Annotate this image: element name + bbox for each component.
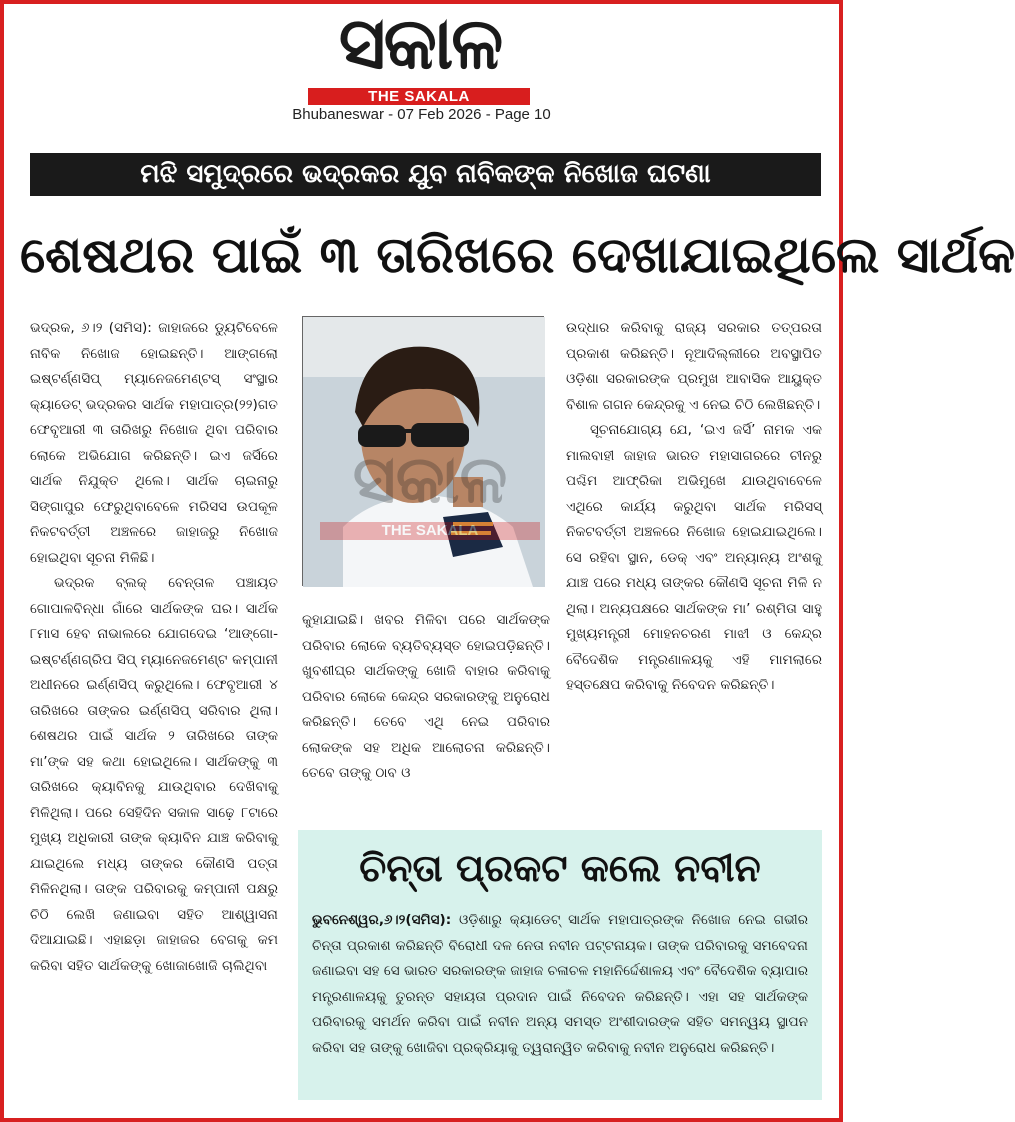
sidebar-story-text: ଓଡ଼ିଶାରୁ କ୍ୟାଡେଟ୍ ସାର୍ଥକ ମହାପାତ୍ରଙ୍କ ନିଖୋଜ ନେଇ ଗଭୀର ଚିନ୍ତା ପ୍ରକାଶ କରିଛନ୍ତି ବିରୋଧୀ ଦଳ ନେତା ନବୀନ ପଟ୍ଟନାୟକ। ତାଙ୍କ ପରିବାରକୁ ସମବେଦନା ଜଣାଇବା ସହ ସେ ଭାରତ ସରକାରଙ୍କ ଜାହାଜ ଚଳାଚଳ ମହାନିର୍ଦ୍ଦେଶାଳୟ ଏବଂ ବୈଦେଶିକ ବ୍ୟାପାର ମନ୍ତ୍ରଣାଳୟକୁ ତୁରନ୍ତ ସହାୟତା ପ୍ରଦାନ ପାଇଁ ନିବେଦନ କରିଛନ୍ତି। ଏହା ସହ ସାର୍ଥକଙ୍କ ପରିବାରକୁ ସମର୍ଥନ କରିବା ପାଇଁ ନବୀନ ଅନ୍ୟ ସମସ୍ତ ଅଂଶୀଦାରଙ୍କ ସହିତ ସମନ୍ୱୟ ସ୍ଥାପନ କରିବା ସହ ତାଙ୍କୁ ଖୋଜିବା ପ୍ରକ୍ରିୟାକୁ ତ୍ୱରାନ୍ୱିତ କରିବାକୁ ନବୀନ ଅନୁରୋଧ କରିଛନ୍ତି। (312, 912, 808, 1056)
sidebar-story-dateline: ଭୁବନେଶ୍ୱର,୬।୨(ସମିସ): (312, 912, 452, 928)
watermark-band: THE SAKALA (320, 522, 540, 540)
paragraph: ସୂଚନାଯୋଗ୍ୟ ଯେ, ‘ଇଏ ଜର୍ସି’ ନାମକ ଏକ ମାଲବାହୀ ଜାହାଜ ଭାରତ ମହାସାଗରରେ ଚୀନରୁ ପଶ୍ଚିମ ଆଫ୍ରିକା ଅଭିମୁଖେ ଯାଉଥିବାବେଳେ ଏଥିରେ କାର୍ଯ୍ୟ କରୁଥିବା ସାର୍ଥକ ମରିସସ୍ ନିକଟବର୍ତ୍ତୀ ଅଞ୍ଚଳରେ ନିଖୋଜ ହୋଇଯାଇଥିଲେ। ସେ ରହିବା ସ୍ଥାନ, ଡେକ୍ ଏବଂ ଅନ୍ୟାନ୍ୟ ଅଂଶକୁ ଯାଞ୍ଚ ପରେ ମଧ୍ୟ ତାଙ୍କର କୌଣସି ସୂଚନା ମିଳି ନ ଥିଲା। ଅନ୍ୟପକ୍ଷରେ ସାର୍ଥକଙ୍କ ମା’ ରଶ୍ମିତା ସାହୁ ମୁଖ୍ୟମନ୍ତ୍ରୀ ମୋହନଚରଣ ମାଝୀ ଓ କେନ୍ଦ୍ର ବୈଦେଶିକ ମନ୍ତ୍ରଣାଳୟକୁ ଏହି ମାମଲାରେ ହସ୍ତକ୍ଷେପ କରିବାକୁ ନିବେଦନ କରିଛନ୍ତି। (566, 422, 822, 693)
newspaper-logo: ସକାଳ (338, 1, 502, 85)
paragraph: କୁହାଯାଇଛି। ଖବର ମିଳିବା ପରେ ସାର୍ଥକଙ୍କ ପରିବାର ଲୋକେ ବ୍ୟତିବ୍ୟସ୍ତ ହୋଇପଡ଼ିଛନ୍ତି। ଖୁବଶୀଘ୍ର ସାର୍ଥକଙ୍କୁ ଖୋଜି ବାହାର କରିବାକୁ ପରିବାର ଲୋକେ କେନ୍ଦ୍ର ସରକାରଙ୍କୁ ଅନୁରୋଧ କରିଛନ୍ତି। ତେବେ ଏଥି ନେଇ ପରିବାର ଲୋକଙ୍କ ସହ ଅଧିକ ଆଲୋଚନା କରିଛନ୍ତି। ତେବେ ତାଙ୍କୁ ଠାବ ଓ (302, 612, 550, 781)
logo-band: THE SAKALA (308, 88, 530, 105)
article-headline: ଶେଷଥର ପାଇଁ ୩ ତାରିଖରେ ଦେଖାଯାଇଥିଲେ ସାର୍ଥକ (20, 226, 1015, 284)
watermark-logo: ସକାଳ (352, 441, 508, 518)
paragraph: ଭଦ୍ରକ ବ୍ଲକ୍ ବେନ୍ତାଳ ପଞ୍ଚାୟତ ଗୋପାଳବିନ୍ଧା ଗାଁରେ ସାର୍ଥକଙ୍କ ଘର। ସାର୍ଥକ ୮ମାସ ହେବ ନାଭାଲରେ ଯୋଗଦେଇ ‘ଆଙ୍ଗୋ-ଇଷ୍ଟର୍ଣ୍ଣଗ୍ରିପ ସିପ୍ ମ୍ୟାନେଜମେଣ୍ଟ କମ୍ପାନୀ ଅଧୀନରେ ଇର୍ଣ୍ଣସିପ୍ କରୁଥିଲେ। ଫେବୃଆରୀ ୪ ତାରିଖରେ ତାଙ୍କର ଇର୍ଣ୍ଣସିପ୍ ସରିବାର ଥିଲା। ଶେଷଥର ପାଇଁ ସାର୍ଥକ ୨ ତାରିଖରେ ତାଙ୍କ ମା’ଙ୍କ ସହ କଥା ହୋଇଥିଲେ। ସାର୍ଥକଙ୍କୁ ୩ ତାରିଖରେ କ୍ୟାବିନକୁ ଯାଉଥିବାର ଦେଖିବାକୁ ମିଳିଥିଲା। ପରେ ସେହିଦିନ ସକାଳ ସାଢ଼େ ୮ଟାରେ ମୁଖ୍ୟ ଅଧିକାରୀ ତାଙ୍କ କ୍ୟାବିନ ଯାଞ୍ଚ କରିବାକୁ ଯାଇଥିଲେ ମଧ୍ୟ ତାଙ୍କର କୌଣସି ପତ୍ତା ମିଳିନଥିଲା। ତାଙ୍କ ପରିବାରକୁ କମ୍ପାନୀ ପକ୍ଷରୁ ଚିଠି ଲେଖି ଜଣାଇବା ସହିତ ଆଶ୍ୱାସନା ଦିଆଯାଇଛି। ଏହାଛଡ଼ା ଜାହାଜର ବେଗକୁ କମ କରିବା ସହିତ ସାର୍ଥକଙ୍କୁ ଖୋଜାଖୋଜି ଚାଲିଥିବା (30, 575, 278, 974)
portrait-illustration (303, 317, 545, 587)
sidebar-story-box (298, 830, 822, 1100)
article-kicker: ମଝି ସମୁଦ୍ରରେ ଭଦ୍ରକର ଯୁବ ନାବିକଙ୍କ ନିଖୋଜ ଘଟଣା (30, 153, 821, 196)
article-column-2 (302, 608, 550, 833)
edition-dateline: Bhubaneswar - 07 Feb 2026 - Page 10 (292, 106, 551, 123)
sidebar-story-title: ଚିନ୍ତା ପ୍ରକଟ କଲେ ନବୀନ (359, 846, 761, 890)
paragraph: ଉଦ୍ଧାର କରିବାକୁ ରାଜ୍ୟ ସରକାର ତତ୍ପରତା ପ୍ରକାଶ କରିଛନ୍ତି। ନୂଆଦିଲ୍ଲୀରେ ଅବସ୍ଥାପିତ ଓଡ଼ିଶା ସରକାରଙ୍କ ପ୍ରମୁଖ ଆବାସିକ ଆୟୁକ୍ତ ବିଶାଳ ଗଗନ କେନ୍ଦ୍ରକୁ ଏ ନେଇ ଚିଠି ଲେଖିଛନ୍ତି। (566, 320, 822, 413)
article-column-3 (566, 316, 822, 816)
paragraph: ଭଦ୍ରକ, ୬।୨ (ସମିସ): ଜାହାଜରେ ଡ୍ୟୁଟିବେଳେ ନାବିକ ନିଖୋଜ ହୋଇଛନ୍ତି। ଆଙ୍ଗଲୋ ଇଷ୍ଟର୍ଣ୍ଣସିପ୍ ମ୍ୟାନେଜମେଣ୍ଟସ୍ ସଂସ୍ଥାର କ୍ୟାଡେଟ୍ ଭଦ୍ରକର ସାର୍ଥକ ମହାପାତ୍ର(୨୨)ଗତ ଫେବୃଆରୀ ୩ ତାରିଖରୁ ନିଖୋଜ ଥିବା ପରିବାର ଲୋକେ ଅଭିଯୋଗ କରିଛନ୍ତି। ଇଏ ଜର୍ସିରେ ସାର୍ଥକ ନିଯୁକ୍ତ ଥିଲେ। ସାର୍ଥକ ଚାଇନାରୁ ସିଙ୍ଗାପୁର ଫେରୁଥିବାବେଳେ ମରିସସ ଉପକୂଳ ନିକଟବର୍ତ୍ତୀ ଅଞ୍ଚଳରେ ଜାହାଜରୁ ନିଖୋଜ ହୋଇଥିବା ସୂଚନା ମିଳିଛି। (30, 320, 278, 566)
masthead (270, 1, 570, 105)
news-photo (302, 316, 544, 586)
article-column-1 (30, 316, 278, 1106)
sidebar-story-body (312, 908, 808, 1088)
